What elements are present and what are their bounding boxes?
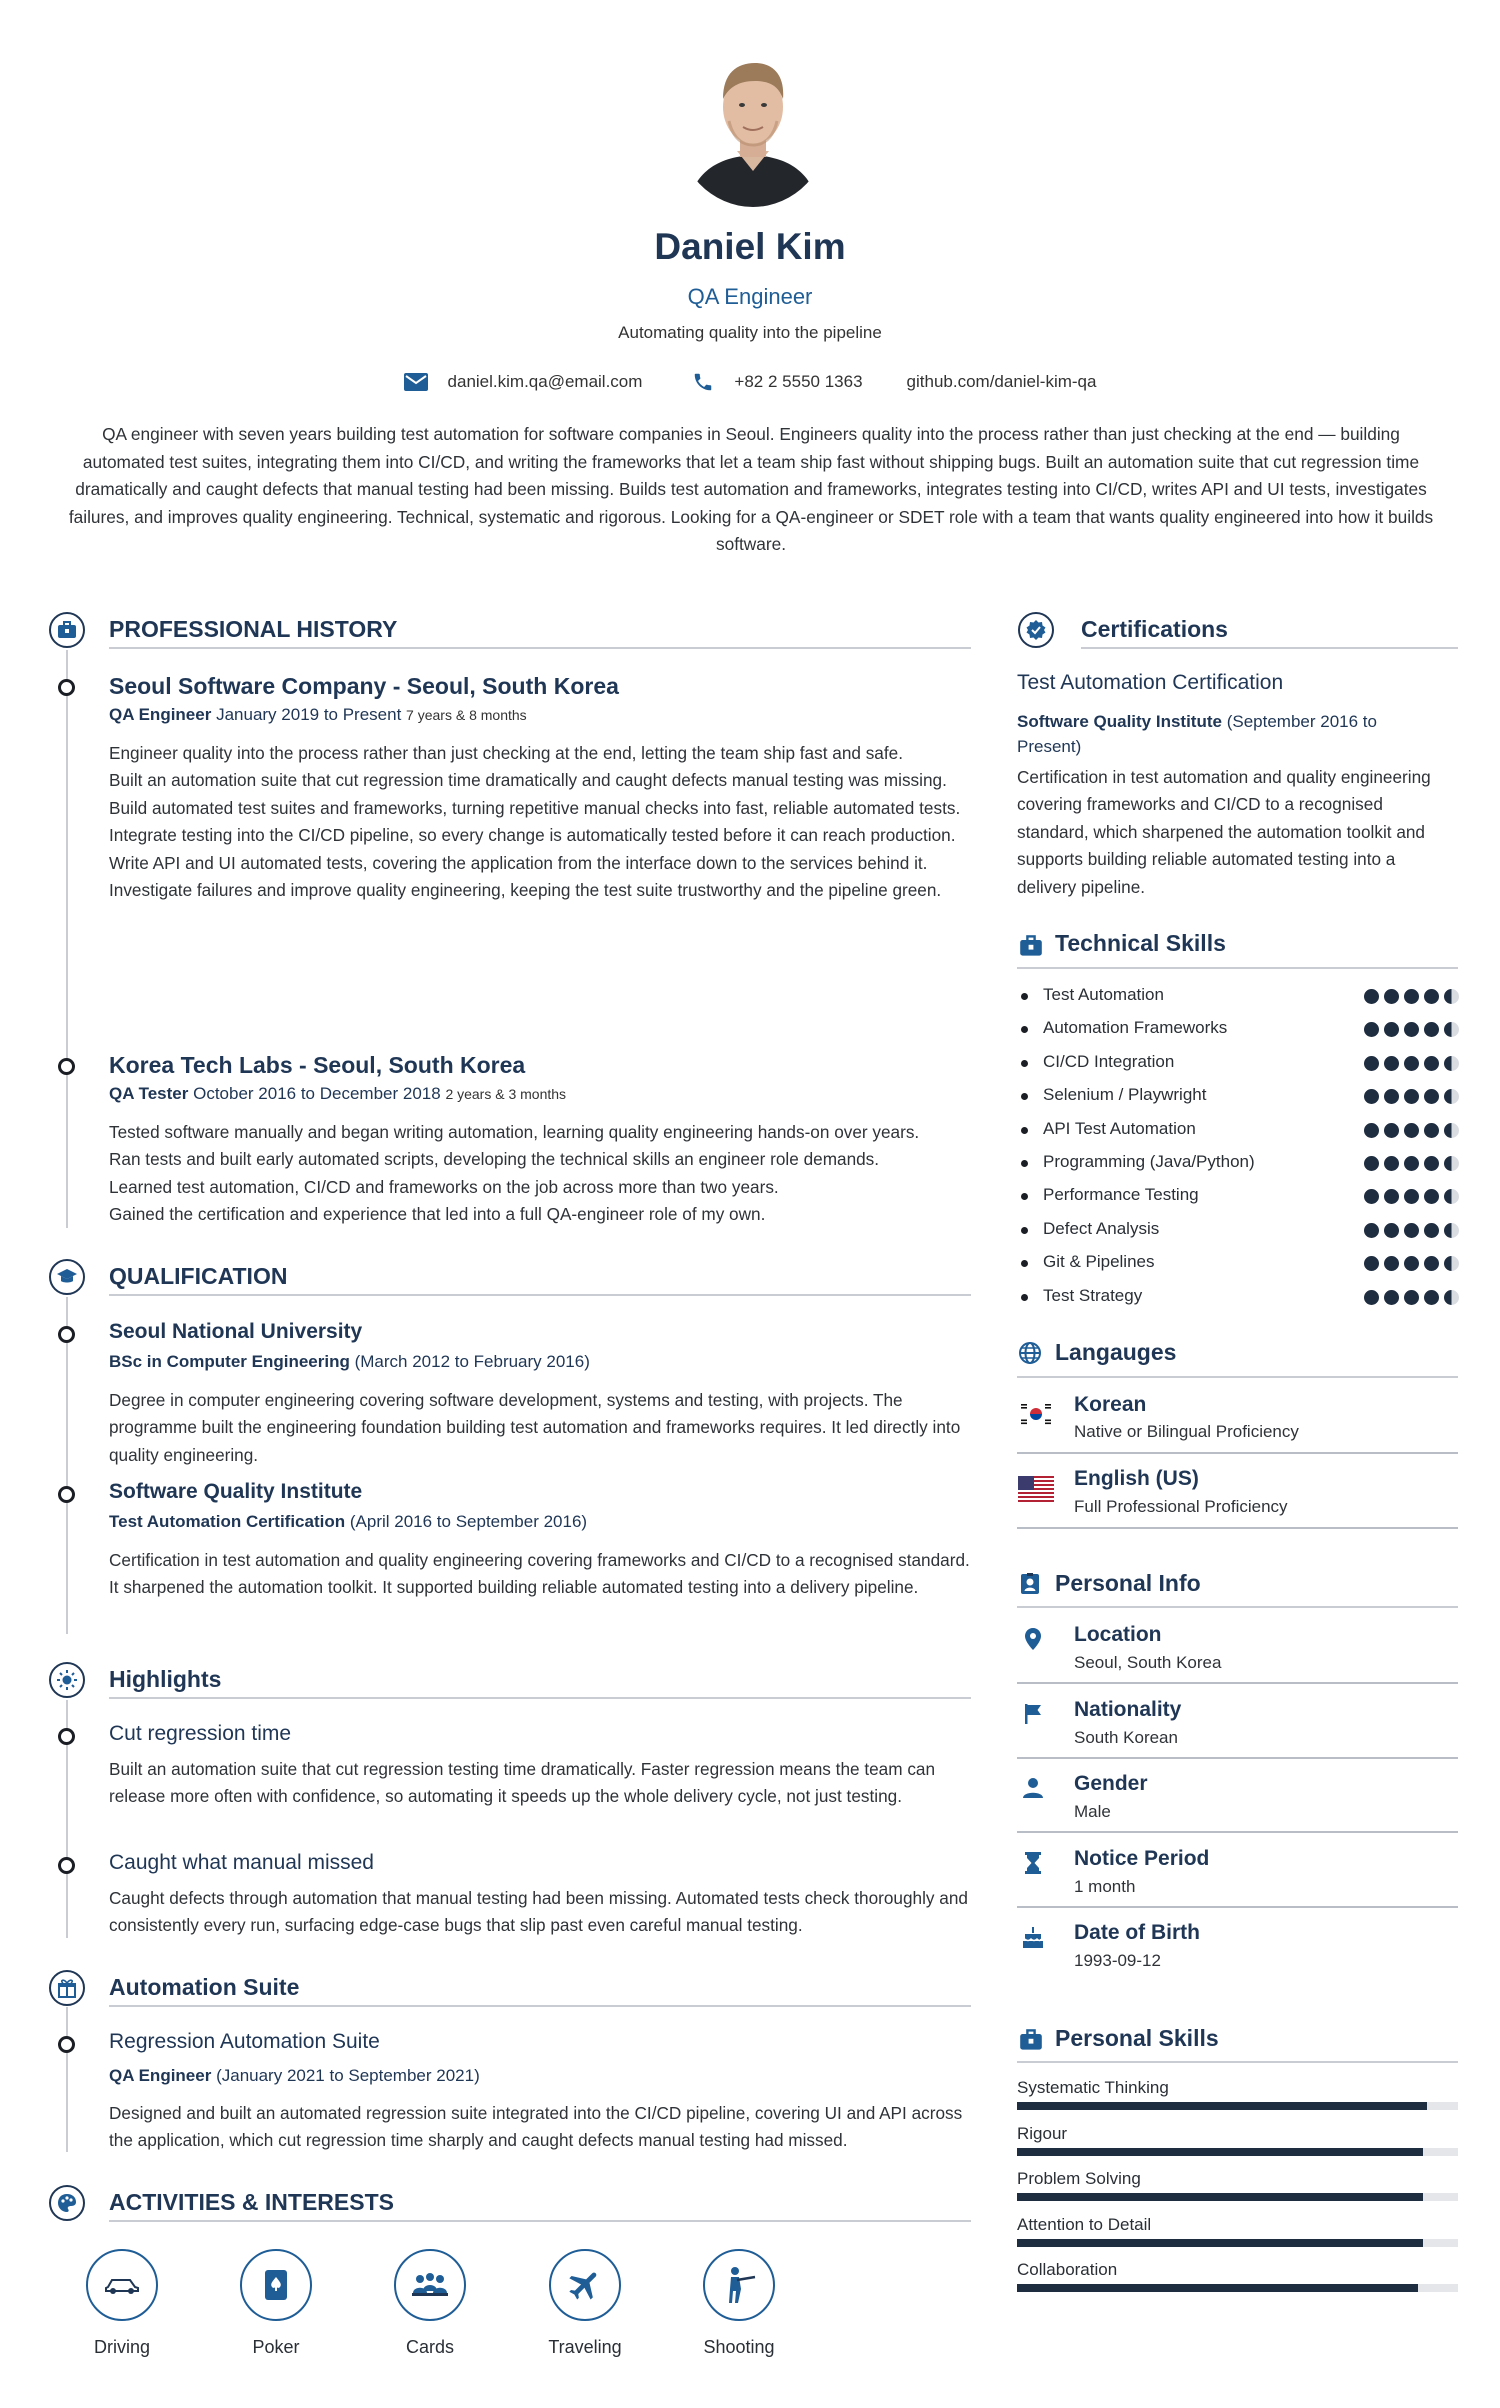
id-card-icon [1018,1572,1042,1601]
rating-dot [1444,1123,1459,1138]
phone-text: +82 2 5550 1363 [734,372,863,391]
rating-dot [1364,1089,1379,1104]
activity-label: Traveling [548,2337,622,2357]
rating-dot [1444,1056,1459,1071]
technical-skill-label: API Test Automation [1043,1118,1196,1138]
job-bullet: Integrate testing into the CI/CD pipeline, so every change is automatically tested before it can reach production. [109,825,956,846]
rating-dot [1444,1223,1459,1238]
rating-dot [1424,1022,1439,1037]
job-period: October 2016 to December 2018 [193,1084,441,1103]
rating-dot [1424,1256,1439,1271]
job-bullet: Gained the certification and experience that led into a full QA-engineer role of my own. [109,1204,766,1225]
rating-dot [1404,1089,1419,1104]
technical-skill-row [1019,1286,1459,1310]
briefcase-icon [1019,935,1043,962]
degree-name: Test Automation Certification [109,1512,346,1531]
bullet-icon [1021,1160,1028,1167]
job-bullet: Engineer quality into the process rather than just checking at the end, letting the team ship fast and safe. [109,743,903,763]
bullet-icon [1021,1260,1028,1267]
technical-skill-row [1019,1052,1459,1076]
job-role-line [109,705,527,725]
rating-dot [1404,1223,1419,1238]
job-bullet: Write API and UI automated tests, covering the application from the interface down to the services behind it. [109,852,928,873]
highlight-text: Caught defects through automation that manual testing had been missing. Automated tests check thoroughly and consistently every run, surfacing edge-case bugs that slip past even careful manual testing. [109,1888,968,1936]
personal-skill-bar-fill [1017,2239,1423,2247]
timeline-line-qualification [66,1297,68,1634]
palette-section-icon [49,2185,85,2221]
certification-period: (September 2016 to [1226,712,1377,731]
skill-rating [1359,1056,1459,1071]
sun-section-icon [49,1662,85,1698]
qualification-heading-rule [109,1294,971,1296]
activities-heading-rule [109,2220,971,2222]
rating-dot [1384,1290,1399,1305]
personal-skill-bar-fill [1017,2284,1418,2292]
technical-skill-row [1019,1219,1459,1243]
rating-dot [1364,1189,1379,1204]
personal-info-label: Date of Birth [1074,1921,1200,1944]
school-name: Seoul National University [109,1320,363,1343]
plane-icon [549,2249,621,2321]
rating-dot [1404,1290,1419,1305]
technical-skills-heading-rule [1017,967,1458,969]
technical-skill-label: Automation Frameworks [1043,1018,1228,1038]
rating-dot [1364,1056,1379,1071]
personal-skills-heading-rule [1017,2061,1458,2063]
activity-label: Driving [93,2337,150,2357]
job-duration: 7 years & 8 months [406,707,527,723]
language-name: Korean [1074,1393,1147,1416]
degree-period: (April 2016 to September 2016) [349,1512,588,1531]
car-icon [86,2249,158,2321]
timeline-line-project [66,2007,68,2152]
skill-rating [1359,1223,1459,1238]
skill-rating [1359,1123,1459,1138]
technical-skill-row [1019,1185,1459,1209]
location-pin-icon [1020,1626,1046,1652]
language-name: English (US) [1074,1467,1199,1490]
rating-dot [1444,1290,1459,1305]
rating-dot [1444,1089,1459,1104]
timeline-dot [58,1058,75,1075]
degree-description: Degree in computer engineering covering software development, systems and testing, with projects. The programme built the engineering foundation building test automation and frameworks requires. It led directly into quality engineering. [109,1390,961,1465]
activity-label: Poker [252,2337,300,2357]
history-heading: PROFESSIONAL HISTORY [109,616,398,642]
personal-info-value: 1993-09-12 [1074,1951,1161,1970]
rating-dot [1404,1256,1419,1271]
gift-section-icon [49,1970,85,2006]
personal-info-divider [1017,1906,1458,1908]
timeline-dot [58,1857,75,1874]
rating-dot [1384,1056,1399,1071]
personal-info-heading: Personal Info [1055,1570,1201,1596]
rating-dot [1384,989,1399,1004]
bullet-icon [1021,1227,1028,1234]
personal-skill-label: Collaboration [1017,2260,1118,2279]
rating-dot [1364,989,1379,1004]
shooting-icon [703,2249,775,2321]
phone-icon [692,371,714,393]
technical-skill-label: Selenium / Playwright [1043,1085,1207,1105]
rating-dot [1424,1123,1439,1138]
bullet-icon [1021,993,1028,1000]
email-text: daniel.kim.qa@email.com [447,372,643,391]
rating-dot [1364,1123,1379,1138]
bullet-icon [1021,1093,1028,1100]
technical-skill-row [1019,1152,1459,1176]
certification-period-cont: Present) [1017,737,1082,756]
job-period: January 2019 to Present [216,705,402,724]
candidate-name: Daniel Kim [654,226,846,267]
rating-dot [1364,1290,1379,1305]
job-duration: 2 years & 3 months [445,1086,567,1102]
job-bullet: Built an automation suite that cut regression time dramatically and caught defects manual testing was missing. [109,770,947,791]
briefcase-section-icon [49,612,85,648]
skill-rating [1359,1156,1459,1171]
bullet-icon [1021,1060,1028,1067]
rating-dot [1404,1156,1419,1171]
job-company: Seoul Software Company - Seoul, South Korea [109,673,619,699]
activities-heading: ACTIVITIES & INTERESTS [109,2189,394,2215]
skill-rating [1359,1256,1459,1271]
email-contact[interactable] [404,372,643,392]
bullet-icon [1021,1127,1028,1134]
language-level: Full Professional Proficiency [1074,1497,1288,1516]
personal-info-label: Gender [1074,1772,1148,1795]
technical-skill-row [1019,1018,1459,1042]
job-description [109,740,971,904]
language-level: Native or Bilingual Proficiency [1074,1422,1299,1441]
profile-summary: QA engineer with seven years building test automation for software companies in Seoul. Engineers quality into the process rather than just checking at the end — building automated test suites, integrating them into CI/CD, and writing the frameworks that let a team ship fast without shipping bugs. Built an automation suite that cut regression time dramatically and caught defects that manual testing had been missing. Builds test automation and frameworks, integrates testing into CI/CD, writes API and UI tests, investigates failures, and improves quality engineering. Technical, systematic and rigorous. Looking for a QA-engineer or SDET role with a team that wants quality engineered into how it builds software. [68,424,1434,554]
qualification-heading: QUALIFICATION [109,1263,288,1289]
project-title: Regression Automation Suite [109,2030,380,2053]
rating-dot [1364,1256,1379,1271]
technical-skill-row [1019,1119,1459,1143]
rating-dot [1444,1022,1459,1037]
rating-dot [1384,1223,1399,1238]
project-role: QA Engineer [109,2066,212,2085]
rating-dot [1404,1189,1419,1204]
globe-icon [1018,1341,1042,1370]
rating-dot [1384,1123,1399,1138]
degree-line [109,1512,587,1532]
profile-photo [677,47,829,207]
degree-description: Certification in test automation and quality engineering covering frameworks and CI/CD to a recognised standard. It sharpened the automation toolkit. It supported building reliable automated testing into a delivery pipeline. [109,1550,970,1598]
rating-dot [1384,1156,1399,1171]
rating-dot [1404,1123,1419,1138]
rating-dot [1404,1056,1419,1071]
job-title: QA Engineer [687,284,813,309]
personal-skill-bar [1017,2193,1458,2201]
rating-dot [1384,1022,1399,1037]
personal-skill-bar-fill [1017,2148,1423,2156]
rating-dot [1424,1189,1439,1204]
highlight-text: Built an automation suite that cut regression testing time dramatically. Faster regression means the team can release more often with confidence, so automating it speeds up the whole delivery cycle, not just testing. [109,1759,936,1807]
rating-dot [1424,1056,1439,1071]
personal-info-value: Male [1074,1802,1111,1821]
rating-dot [1384,1256,1399,1271]
certifications-heading: Certifications [1081,616,1228,642]
personal-info-heading-rule [1017,1606,1458,1608]
rating-dot [1364,1156,1379,1171]
contact-bar [0,371,1500,393]
rating-dot [1444,1189,1459,1204]
personal-skill-label: Attention to Detail [1017,2214,1152,2234]
project-period: (January 2021 to September 2021) [216,2066,480,2085]
degree-line [109,1352,590,1372]
personal-skills-heading: Personal Skills [1055,2025,1219,2051]
email-icon [404,373,428,391]
personal-skill-bar [1017,2148,1458,2156]
technical-skills-heading: Technical Skills [1055,930,1226,956]
personal-skill-label: Rigour [1017,2123,1068,2143]
languages-heading: Langauges [1055,1339,1177,1365]
job-bullet: Learned test automation, CI/CD and frameworks on the job across more than two years. [109,1176,779,1197]
rating-dot [1384,1189,1399,1204]
rating-dot [1364,1223,1379,1238]
personal-skill-bar-fill [1017,2193,1423,2201]
certification-description: Certification in test automation and quality engineering covering frameworks and CI/CD to a recognised standard, which sharpened the automation toolkit and supports building reliable automated testing into a delivery pipeline. [1017,767,1431,897]
bullet-icon [1021,1026,1028,1033]
technical-skill-label: Performance Testing [1043,1185,1199,1205]
personal-skill-bar-fill [1017,2102,1427,2110]
github-text: github.com/daniel-kim-qa [906,372,1097,391]
korea-flag-icon [1018,1401,1054,1432]
personal-info-divider [1017,1757,1458,1759]
languages-heading-rule [1017,1376,1458,1378]
timeline-dot [58,679,75,696]
certification-issuer: Software Quality Institute [1017,712,1222,731]
certification-issuer-line [1017,709,1458,759]
personal-info-divider [1017,1682,1458,1684]
skill-rating [1359,989,1459,1004]
project-heading: Automation Suite [109,1974,300,2000]
bullet-icon [1021,1193,1028,1200]
personal-info-value: Seoul, South Korea [1074,1653,1222,1672]
language-divider [1017,1527,1458,1529]
technical-skill-label: Git & Pipelines [1043,1252,1155,1272]
activity-traveling [540,2249,630,2358]
rating-dot [1424,1223,1439,1238]
degree-name: BSc in Computer Engineering [109,1352,350,1371]
job-role: QA Engineer [109,705,212,724]
personal-info-label: Nationality [1074,1697,1182,1721]
skill-rating [1359,1290,1459,1305]
skill-rating [1359,1089,1459,1104]
highlight-title: Caught what manual missed [109,1851,374,1874]
technical-skill-label: Test Strategy [1043,1285,1143,1305]
poker-icon [240,2249,312,2321]
rating-dot [1444,989,1459,1004]
bullet-icon [1021,1294,1028,1301]
technical-skill-row [1019,1085,1459,1109]
job-company: Korea Tech Labs - Seoul, South Korea [109,1052,526,1078]
project-description: Designed and built an automated regression suite integrated into the CI/CD pipeline, covering UI and API across the application, which cut regression time sharply and caught defects manual testing had missed. [109,2103,963,2151]
project-heading-rule [109,2005,971,2007]
project-role-line [109,2066,480,2086]
personal-info-label: Notice Period [1074,1846,1210,1870]
job-bullet: Build automated test suites and frameworks, turning repetitive manual checks into fast, reliable automated tests. [109,797,961,818]
personal-skill-bar [1017,2284,1458,2292]
highlight-title: Cut regression time [109,1722,292,1745]
personal-info-divider [1017,1831,1458,1833]
language-divider [1017,1452,1458,1454]
job-role-line [109,1084,566,1104]
personal-info-value: South Korean [1074,1727,1178,1747]
github-contact[interactable] [907,372,1097,392]
certifications-heading-rule [1081,647,1458,649]
skill-rating [1359,1189,1459,1204]
job-bullet: Investigate failures and improve quality engineering, keeping the test suite trustworthy and the pipeline green. [109,880,942,901]
activity-poker [231,2249,321,2358]
technical-skill-label: CI/CD Integration [1043,1051,1175,1071]
personal-info-label: Location [1074,1623,1162,1646]
personal-skill-bar [1017,2102,1458,2110]
job-bullet: Tested software manually and began writing automation, learning quality engineering hands-on over years. [109,1122,920,1142]
technical-skill-row [1019,1252,1459,1276]
degree-period: (March 2012 to February 2016) [354,1352,590,1371]
technical-skill-row [1019,985,1459,1009]
tagline: Automating quality into the pipeline [618,323,882,342]
certification-name: Test Automation Certification [1017,671,1284,694]
activity-label: Shooting [703,2337,775,2357]
personal-info-value: 1 month [1074,1876,1136,1896]
skill-rating [1359,1022,1459,1037]
timeline-line-history [66,650,68,1228]
badge-check-section-icon [1018,612,1054,648]
rating-dot [1384,1089,1399,1104]
history-heading-rule [109,647,971,649]
rating-dot [1424,989,1439,1004]
graduation-cap-section-icon [49,1259,85,1295]
activity-driving [77,2249,167,2358]
timeline-dot [58,1326,75,1343]
hourglass-icon [1020,1850,1046,1876]
personal-skill-label: Systematic Thinking [1017,2078,1169,2097]
rating-dot [1364,1022,1379,1037]
rating-dot [1444,1156,1459,1171]
rating-dot [1404,989,1419,1004]
job-role: QA Tester [109,1084,189,1103]
activity-cards [385,2249,475,2358]
cake-icon [1020,1924,1046,1950]
rating-dot [1404,1022,1419,1037]
flag-icon [1020,1701,1046,1727]
us-flag-icon [1018,1476,1054,1507]
activity-label: Cards [405,2337,454,2357]
phone-contact[interactable] [692,371,862,393]
rating-dot [1444,1256,1459,1271]
technical-skill-label: Programming (Java/Python) [1043,1152,1255,1171]
cards-icon [394,2249,466,2321]
technical-skill-label: Test Automation [1043,985,1164,1004]
briefcase-icon [1019,2029,1043,2056]
personal-skill-bar [1017,2239,1458,2247]
timeline-dot [58,1486,75,1503]
highlights-heading: Highlights [109,1666,222,1692]
rating-dot [1424,1089,1439,1104]
rating-dot [1424,1290,1439,1305]
timeline-dot [58,2036,75,2053]
rating-dot [1424,1156,1439,1171]
technical-skill-label: Defect Analysis [1043,1218,1160,1238]
highlights-heading-rule [109,1697,971,1699]
activity-shooting [694,2249,784,2358]
school-name: Software Quality Institute [109,1480,363,1503]
job-bullet: Ran tests and built early automated scripts, developing the technical skills an engineer role demands. [109,1149,880,1170]
personal-skill-label: Problem Solving [1017,2169,1141,2188]
person-icon [1020,1775,1046,1801]
timeline-dot [58,1728,75,1745]
job-description [109,1119,971,1229]
